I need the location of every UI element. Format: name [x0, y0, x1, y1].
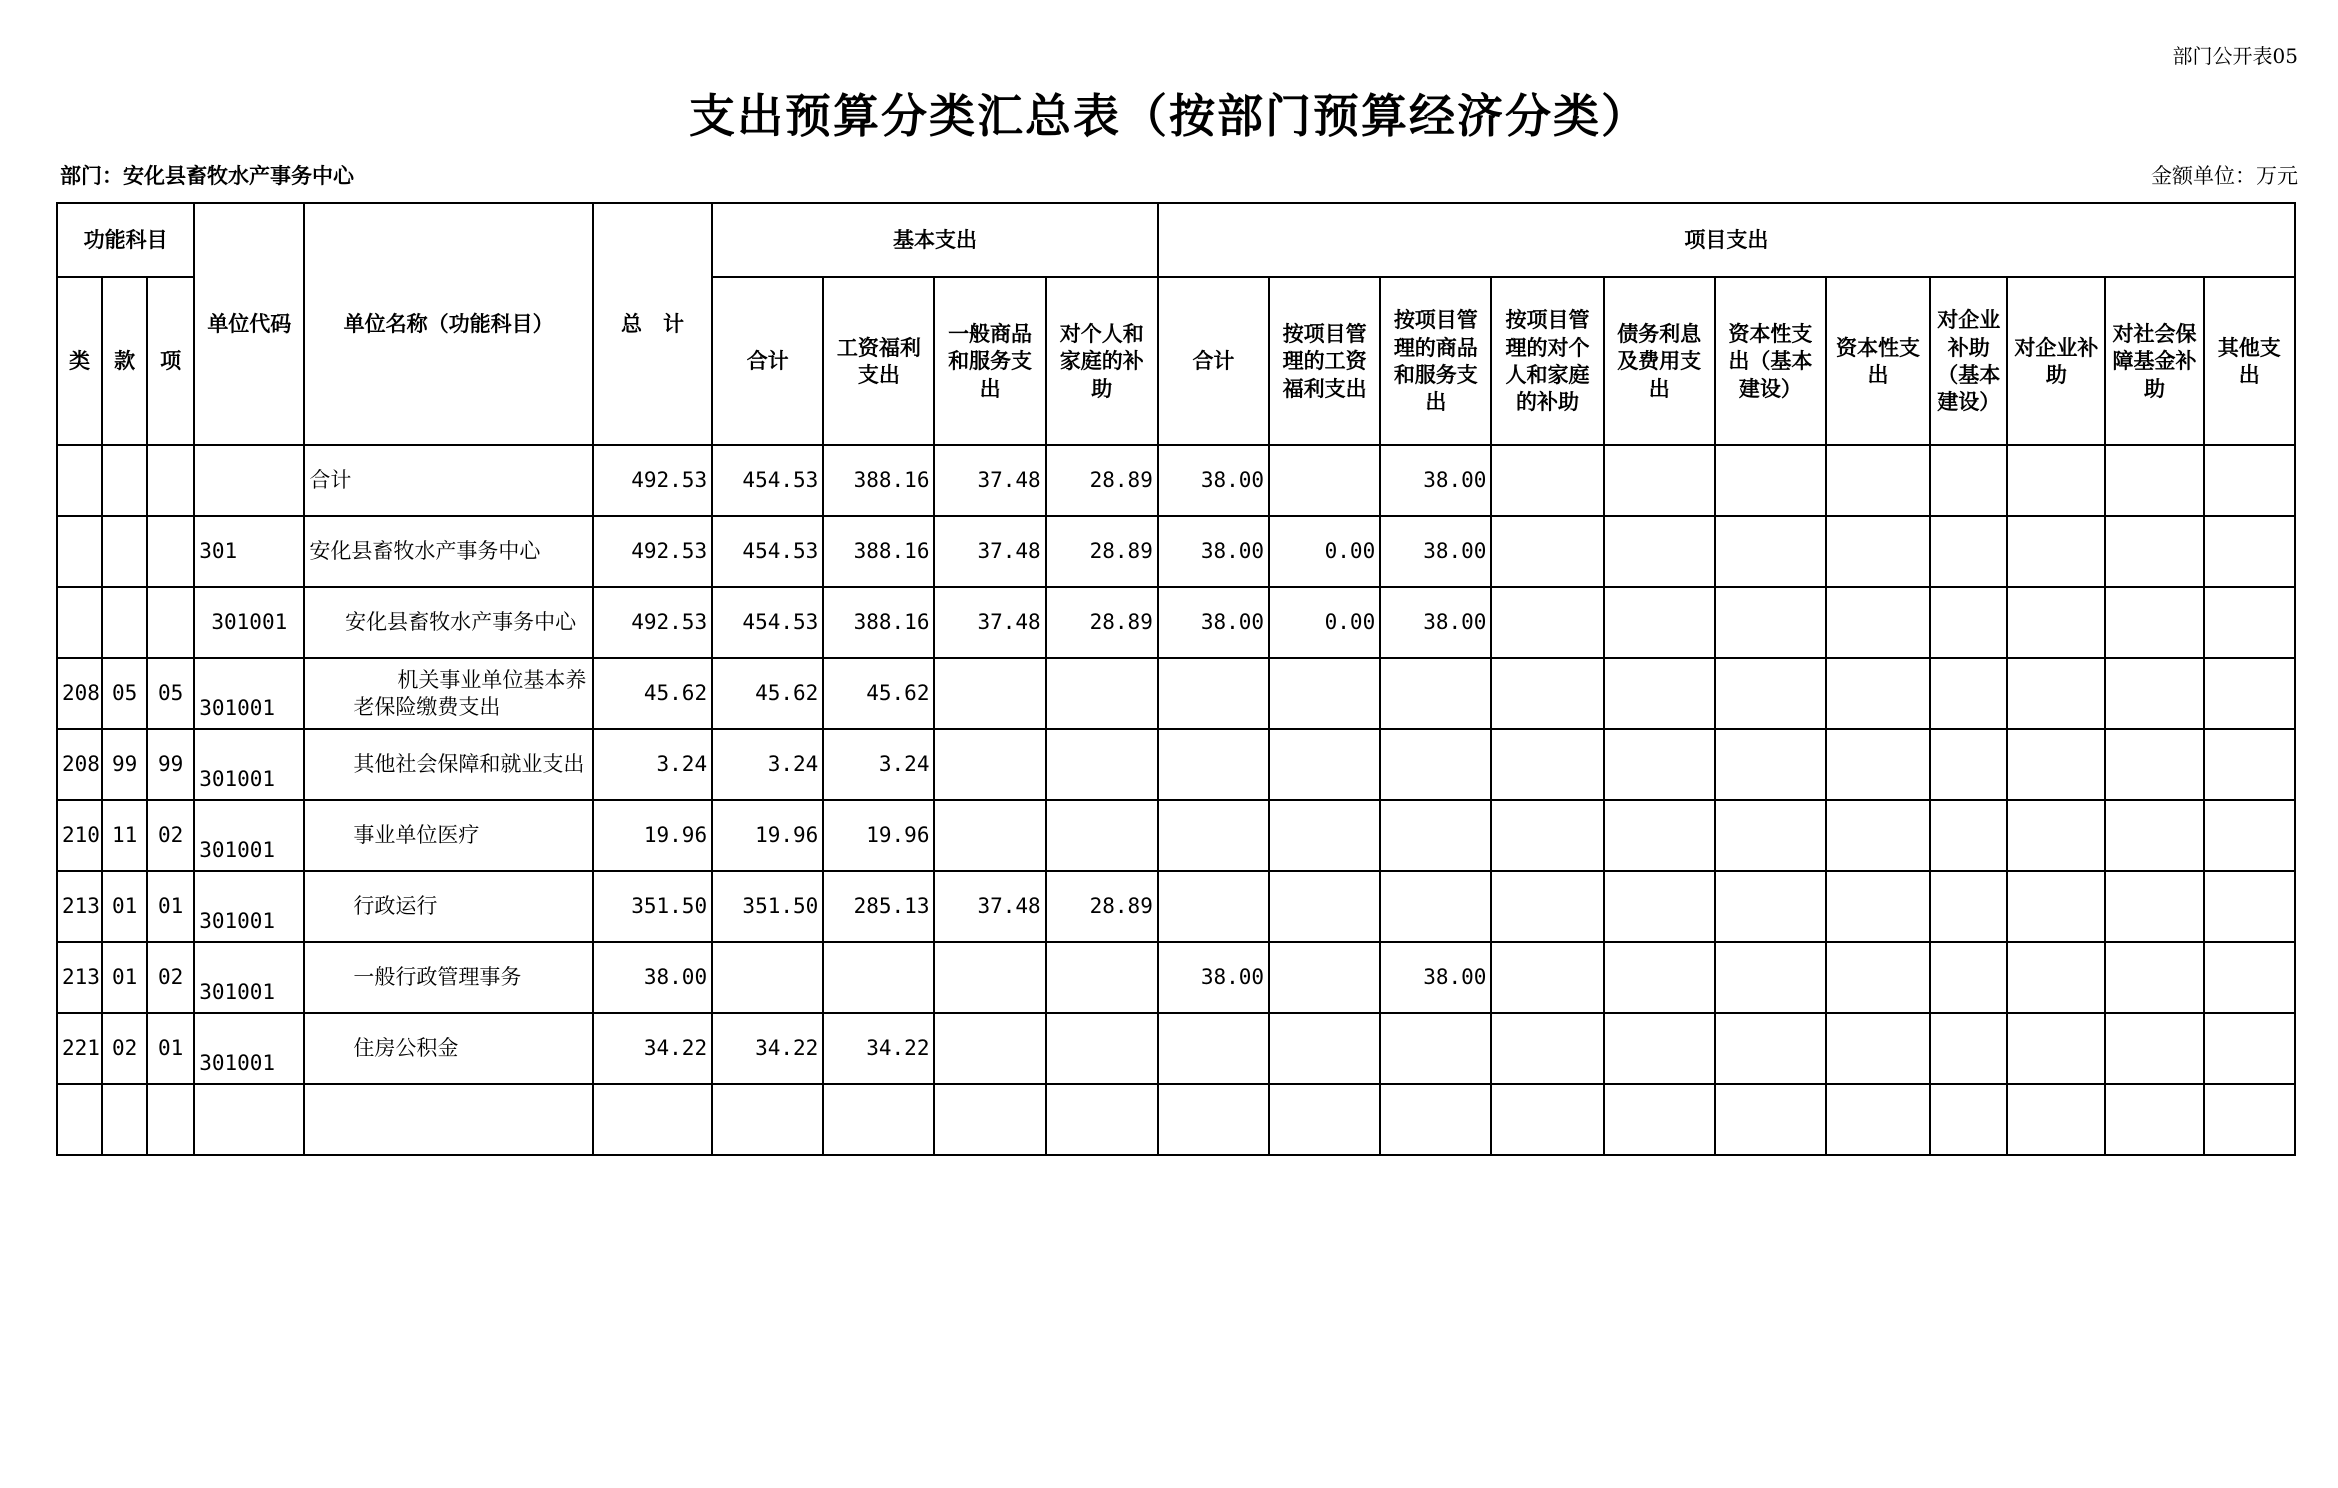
header-project-wage: 按项目管理的工资福利支出 [1269, 277, 1380, 445]
cell-project-other [2204, 658, 2295, 729]
cell-project-other [2204, 729, 2295, 800]
cell-project-sum [1158, 871, 1269, 942]
cell-basic-goods [934, 942, 1045, 1013]
header-basic-goods: 一般商品和服务支出 [934, 277, 1045, 445]
cell-basic-wage: 388.16 [823, 445, 934, 516]
cell-project-wage [1269, 729, 1380, 800]
cell-project-social-fund [2105, 445, 2203, 516]
table-row [57, 516, 2295, 587]
cell-lei: 208 [57, 658, 102, 729]
cell-project-goods [1380, 800, 1491, 871]
cell-project-sum [1158, 1013, 1269, 1084]
cell-project-enterprise [2007, 445, 2105, 516]
cell-project-other [2204, 1013, 2295, 1084]
cell-project-enterprise-build [1930, 1013, 2007, 1084]
cell-total: 492.53 [593, 587, 712, 658]
cell-unit-name: 合计 [304, 445, 592, 516]
cell-project-enterprise [2007, 729, 2105, 800]
cell-project-sum [1158, 1084, 1269, 1155]
cell-project-enterprise [2007, 658, 2105, 729]
header-basic-wage: 工资福利支出 [823, 277, 934, 445]
cell-project-enterprise [2007, 942, 2105, 1013]
header-project-debt: 债务利息及费用支出 [1604, 277, 1715, 445]
header-project-capital: 资本性支出 [1826, 277, 1930, 445]
cell-total: 19.96 [593, 800, 712, 871]
cell-project-capital-build [1715, 658, 1826, 729]
cell-project-enterprise [2007, 587, 2105, 658]
cell-project-personal [1491, 1084, 1603, 1155]
cell-unit-name: 事业单位医疗 [304, 800, 592, 871]
header-kuan: 款 [102, 277, 147, 445]
cell-project-goods [1380, 1013, 1491, 1084]
cell-basic-wage [823, 942, 934, 1013]
cell-project-capital [1826, 516, 1930, 587]
cell-basic-personal: 28.89 [1046, 871, 1158, 942]
cell-basic-personal [1046, 942, 1158, 1013]
cell-xiang [147, 1084, 194, 1155]
cell-project-capital-build [1715, 516, 1826, 587]
cell-basic-wage: 34.22 [823, 1013, 934, 1084]
cell-project-capital-build [1715, 587, 1826, 658]
cell-project-wage [1269, 800, 1380, 871]
cell-project-enterprise-build [1930, 729, 2007, 800]
cell-basic-personal [1046, 658, 1158, 729]
cell-xiang: 99 [147, 729, 194, 800]
cell-project-capital [1826, 445, 1930, 516]
cell-basic-sum [712, 1084, 823, 1155]
cell-project-enterprise [2007, 516, 2105, 587]
cell-project-capital-build [1715, 1084, 1826, 1155]
cell-project-debt [1604, 445, 1715, 516]
cell-project-wage [1269, 1013, 1380, 1084]
cell-project-capital [1826, 1084, 1930, 1155]
cell-basic-sum: 34.22 [712, 1013, 823, 1084]
cell-project-wage [1269, 942, 1380, 1013]
cell-project-social-fund [2105, 1013, 2203, 1084]
cell-kuan [102, 587, 147, 658]
cell-basic-wage: 285.13 [823, 871, 934, 942]
cell-project-debt [1604, 729, 1715, 800]
cell-project-capital [1826, 658, 1930, 729]
cell-kuan [102, 445, 147, 516]
cell-unit-code: 301 [194, 516, 304, 587]
cell-basic-goods: 37.48 [934, 871, 1045, 942]
table-row [57, 587, 2295, 658]
amount-unit-label: 金额单位：万元 [2151, 164, 2298, 188]
cell-project-debt [1604, 871, 1715, 942]
cell-project-other [2204, 800, 2295, 871]
cell-project-personal [1491, 516, 1603, 587]
cell-project-enterprise-build [1930, 587, 2007, 658]
cell-project-capital [1826, 942, 1930, 1013]
cell-project-capital-build [1715, 445, 1826, 516]
cell-unit-code: 301001 [194, 658, 304, 729]
cell-project-enterprise [2007, 800, 2105, 871]
cell-project-goods [1380, 871, 1491, 942]
cell-basic-wage: 388.16 [823, 516, 934, 587]
cell-basic-wage: 45.62 [823, 658, 934, 729]
cell-project-sum: 38.00 [1158, 445, 1269, 516]
cell-unit-name: 其他社会保障和就业支出 [304, 729, 592, 800]
cell-project-other [2204, 871, 2295, 942]
cell-project-social-fund [2105, 871, 2203, 942]
cell-project-enterprise-build [1930, 658, 2007, 729]
header-basic-expenditure: 基本支出 [712, 203, 1158, 277]
cell-kuan [102, 516, 147, 587]
cell-unit-name: 住房公积金 [304, 1013, 592, 1084]
cell-unit-name: 行政运行 [304, 871, 592, 942]
table-row [57, 445, 2295, 516]
cell-unit-name: 安化县畜牧水产事务中心 [304, 516, 592, 587]
cell-lei [57, 587, 102, 658]
cell-project-debt [1604, 1013, 1715, 1084]
cell-lei: 213 [57, 942, 102, 1013]
cell-xiang [147, 516, 194, 587]
cell-project-wage: 0.00 [1269, 587, 1380, 658]
table-row [57, 942, 2295, 1013]
header-project-enterprise: 对企业补助 [2007, 277, 2105, 445]
header-project-other: 其他支出 [2204, 277, 2295, 445]
cell-project-sum: 38.00 [1158, 587, 1269, 658]
cell-kuan: 01 [102, 871, 147, 942]
cell-xiang: 01 [147, 1013, 194, 1084]
cell-basic-goods [934, 1084, 1045, 1155]
cell-basic-sum [712, 942, 823, 1013]
cell-basic-goods [934, 658, 1045, 729]
cell-kuan: 02 [102, 1013, 147, 1084]
cell-project-goods [1380, 729, 1491, 800]
cell-basic-sum: 454.53 [712, 587, 823, 658]
cell-unit-name: 机关事业单位基本养老保险缴费支出 [304, 658, 592, 729]
cell-project-social-fund [2105, 942, 2203, 1013]
header-xiang: 项 [147, 277, 194, 445]
cell-project-goods: 38.00 [1380, 516, 1491, 587]
cell-project-other [2204, 516, 2295, 587]
cell-project-capital-build [1715, 800, 1826, 871]
cell-project-debt [1604, 658, 1715, 729]
cell-project-capital [1826, 587, 1930, 658]
cell-project-personal [1491, 587, 1603, 658]
cell-total: 492.53 [593, 516, 712, 587]
cell-unit-code: 301001 [194, 871, 304, 942]
cell-project-goods: 38.00 [1380, 942, 1491, 1013]
cell-project-enterprise [2007, 1013, 2105, 1084]
cell-project-capital-build [1715, 871, 1826, 942]
cell-project-personal [1491, 942, 1603, 1013]
cell-lei [57, 516, 102, 587]
cell-basic-personal [1046, 729, 1158, 800]
cell-basic-goods: 37.48 [934, 516, 1045, 587]
cell-project-enterprise-build [1930, 1084, 2007, 1155]
cell-basic-wage: 388.16 [823, 587, 934, 658]
cell-project-social-fund [2105, 729, 2203, 800]
cell-unit-code: 301001 [194, 587, 304, 658]
cell-basic-sum: 3.24 [712, 729, 823, 800]
cell-project-debt [1604, 587, 1715, 658]
header-project-enterprise-build: 对企业补助（基本建设） [1930, 277, 2007, 445]
cell-basic-sum: 454.53 [712, 445, 823, 516]
cell-project-sum [1158, 658, 1269, 729]
cell-basic-sum: 45.62 [712, 658, 823, 729]
table-row [57, 871, 2295, 942]
header-project-expenditure: 项目支出 [1158, 203, 2295, 277]
cell-project-sum [1158, 800, 1269, 871]
cell-basic-goods [934, 729, 1045, 800]
cell-lei: 210 [57, 800, 102, 871]
cell-project-wage [1269, 871, 1380, 942]
header-basic-personal: 对个人和家庭的补助 [1046, 277, 1158, 445]
cell-project-enterprise-build [1930, 516, 2007, 587]
cell-total: 351.50 [593, 871, 712, 942]
cell-project-personal [1491, 871, 1603, 942]
cell-xiang [147, 445, 194, 516]
cell-project-other [2204, 942, 2295, 1013]
cell-project-other [2204, 1084, 2295, 1155]
cell-unit-name [304, 1084, 592, 1155]
cell-project-enterprise-build [1930, 942, 2007, 1013]
cell-project-social-fund [2105, 1084, 2203, 1155]
cell-lei [57, 1084, 102, 1155]
cell-project-social-fund [2105, 658, 2203, 729]
cell-basic-wage: 3.24 [823, 729, 934, 800]
cell-project-sum: 38.00 [1158, 942, 1269, 1013]
cell-total: 34.22 [593, 1013, 712, 1084]
table-row [57, 658, 2295, 729]
cell-lei [57, 445, 102, 516]
cell-basic-personal [1046, 800, 1158, 871]
cell-basic-sum: 19.96 [712, 800, 823, 871]
cell-project-goods: 38.00 [1380, 445, 1491, 516]
department-label: 部门：安化县畜牧水产事务中心 [60, 163, 354, 188]
cell-project-capital [1826, 871, 1930, 942]
cell-total: 38.00 [593, 942, 712, 1013]
cell-project-other [2204, 587, 2295, 658]
cell-xiang: 02 [147, 942, 194, 1013]
cell-basic-goods: 37.48 [934, 445, 1045, 516]
cell-project-wage: 0.00 [1269, 516, 1380, 587]
cell-project-capital-build [1715, 942, 1826, 1013]
cell-project-social-fund [2105, 516, 2203, 587]
cell-unit-code [194, 445, 304, 516]
cell-kuan [102, 1084, 147, 1155]
cell-lei: 213 [57, 871, 102, 942]
page-title: 支出预算分类汇总表（按部门预算经济分类） [689, 89, 1649, 143]
header-row-1 [57, 203, 2295, 277]
cell-basic-personal [1046, 1084, 1158, 1155]
cell-basic-sum: 454.53 [712, 516, 823, 587]
cell-project-personal [1491, 729, 1603, 800]
cell-unit-code: 301001 [194, 729, 304, 800]
cell-project-capital-build [1715, 729, 1826, 800]
cell-project-personal [1491, 658, 1603, 729]
table-row [57, 800, 2295, 871]
cell-kuan: 99 [102, 729, 147, 800]
cell-unit-name: 一般行政管理事务 [304, 942, 592, 1013]
cell-basic-personal: 28.89 [1046, 587, 1158, 658]
cell-project-capital-build [1715, 1013, 1826, 1084]
header-basic-sum: 合计 [712, 277, 823, 445]
table-row [57, 1013, 2295, 1084]
header-func-subject: 功能科目 [57, 203, 194, 277]
cell-basic-personal [1046, 1013, 1158, 1084]
cell-xiang: 05 [147, 658, 194, 729]
header-project-goods: 按项目管理的商品和服务支出 [1380, 277, 1491, 445]
table-row [57, 1084, 2295, 1155]
cell-basic-sum: 351.50 [712, 871, 823, 942]
header-project-sum: 合计 [1158, 277, 1269, 445]
header-unit-name: 单位名称（功能科目） [304, 203, 592, 445]
cell-unit-name: 安化县畜牧水产事务中心 [304, 587, 592, 658]
cell-project-sum: 38.00 [1158, 516, 1269, 587]
cell-project-debt [1604, 1084, 1715, 1155]
cell-total: 45.62 [593, 658, 712, 729]
cell-total: 492.53 [593, 445, 712, 516]
form-number: 部门公开表05 [2172, 44, 2298, 68]
cell-project-other [2204, 445, 2295, 516]
header-project-social-fund: 对社会保障基金补助 [2105, 277, 2203, 445]
cell-basic-goods: 37.48 [934, 587, 1045, 658]
cell-project-goods: 38.00 [1380, 587, 1491, 658]
cell-project-sum [1158, 729, 1269, 800]
cell-unit-code: 301001 [194, 942, 304, 1013]
cell-project-enterprise [2007, 871, 2105, 942]
header-project-personal: 按项目管理的对个人和家庭的补助 [1491, 277, 1603, 445]
cell-project-wage [1269, 658, 1380, 729]
cell-basic-wage [823, 1084, 934, 1155]
cell-project-debt [1604, 516, 1715, 587]
cell-project-debt [1604, 942, 1715, 1013]
cell-lei: 221 [57, 1013, 102, 1084]
cell-kuan: 01 [102, 942, 147, 1013]
cell-unit-code: 301001 [194, 800, 304, 871]
cell-basic-goods [934, 800, 1045, 871]
cell-project-enterprise [2007, 1084, 2105, 1155]
cell-basic-personal: 28.89 [1046, 445, 1158, 516]
cell-project-wage [1269, 1084, 1380, 1155]
cell-xiang: 02 [147, 800, 194, 871]
cell-project-social-fund [2105, 587, 2203, 658]
cell-project-debt [1604, 800, 1715, 871]
cell-lei: 208 [57, 729, 102, 800]
budget-table [56, 202, 2296, 1156]
cell-xiang: 01 [147, 871, 194, 942]
cell-project-personal [1491, 1013, 1603, 1084]
cell-total [593, 1084, 712, 1155]
cell-project-enterprise-build [1930, 871, 2007, 942]
header-unit-code: 单位代码 [194, 203, 304, 445]
cell-basic-goods [934, 1013, 1045, 1084]
cell-unit-code: 301001 [194, 1013, 304, 1084]
cell-unit-code [194, 1084, 304, 1155]
cell-project-capital [1826, 800, 1930, 871]
cell-project-wage [1269, 445, 1380, 516]
cell-project-enterprise-build [1930, 800, 2007, 871]
cell-project-social-fund [2105, 800, 2203, 871]
header-total: 总 计 [593, 203, 712, 445]
table-body [57, 445, 2295, 1155]
cell-project-personal [1491, 445, 1603, 516]
header-project-capital-build: 资本性支出（基本建设） [1715, 277, 1826, 445]
cell-basic-personal: 28.89 [1046, 516, 1158, 587]
cell-basic-wage: 19.96 [823, 800, 934, 871]
header-lei: 类 [57, 277, 102, 445]
cell-project-capital [1826, 729, 1930, 800]
cell-project-enterprise-build [1930, 445, 2007, 516]
cell-total: 3.24 [593, 729, 712, 800]
cell-project-personal [1491, 800, 1603, 871]
cell-xiang [147, 587, 194, 658]
cell-kuan: 05 [102, 658, 147, 729]
cell-kuan: 11 [102, 800, 147, 871]
table-row [57, 729, 2295, 800]
cell-project-goods [1380, 658, 1491, 729]
cell-project-capital [1826, 1013, 1930, 1084]
cell-project-goods [1380, 1084, 1491, 1155]
